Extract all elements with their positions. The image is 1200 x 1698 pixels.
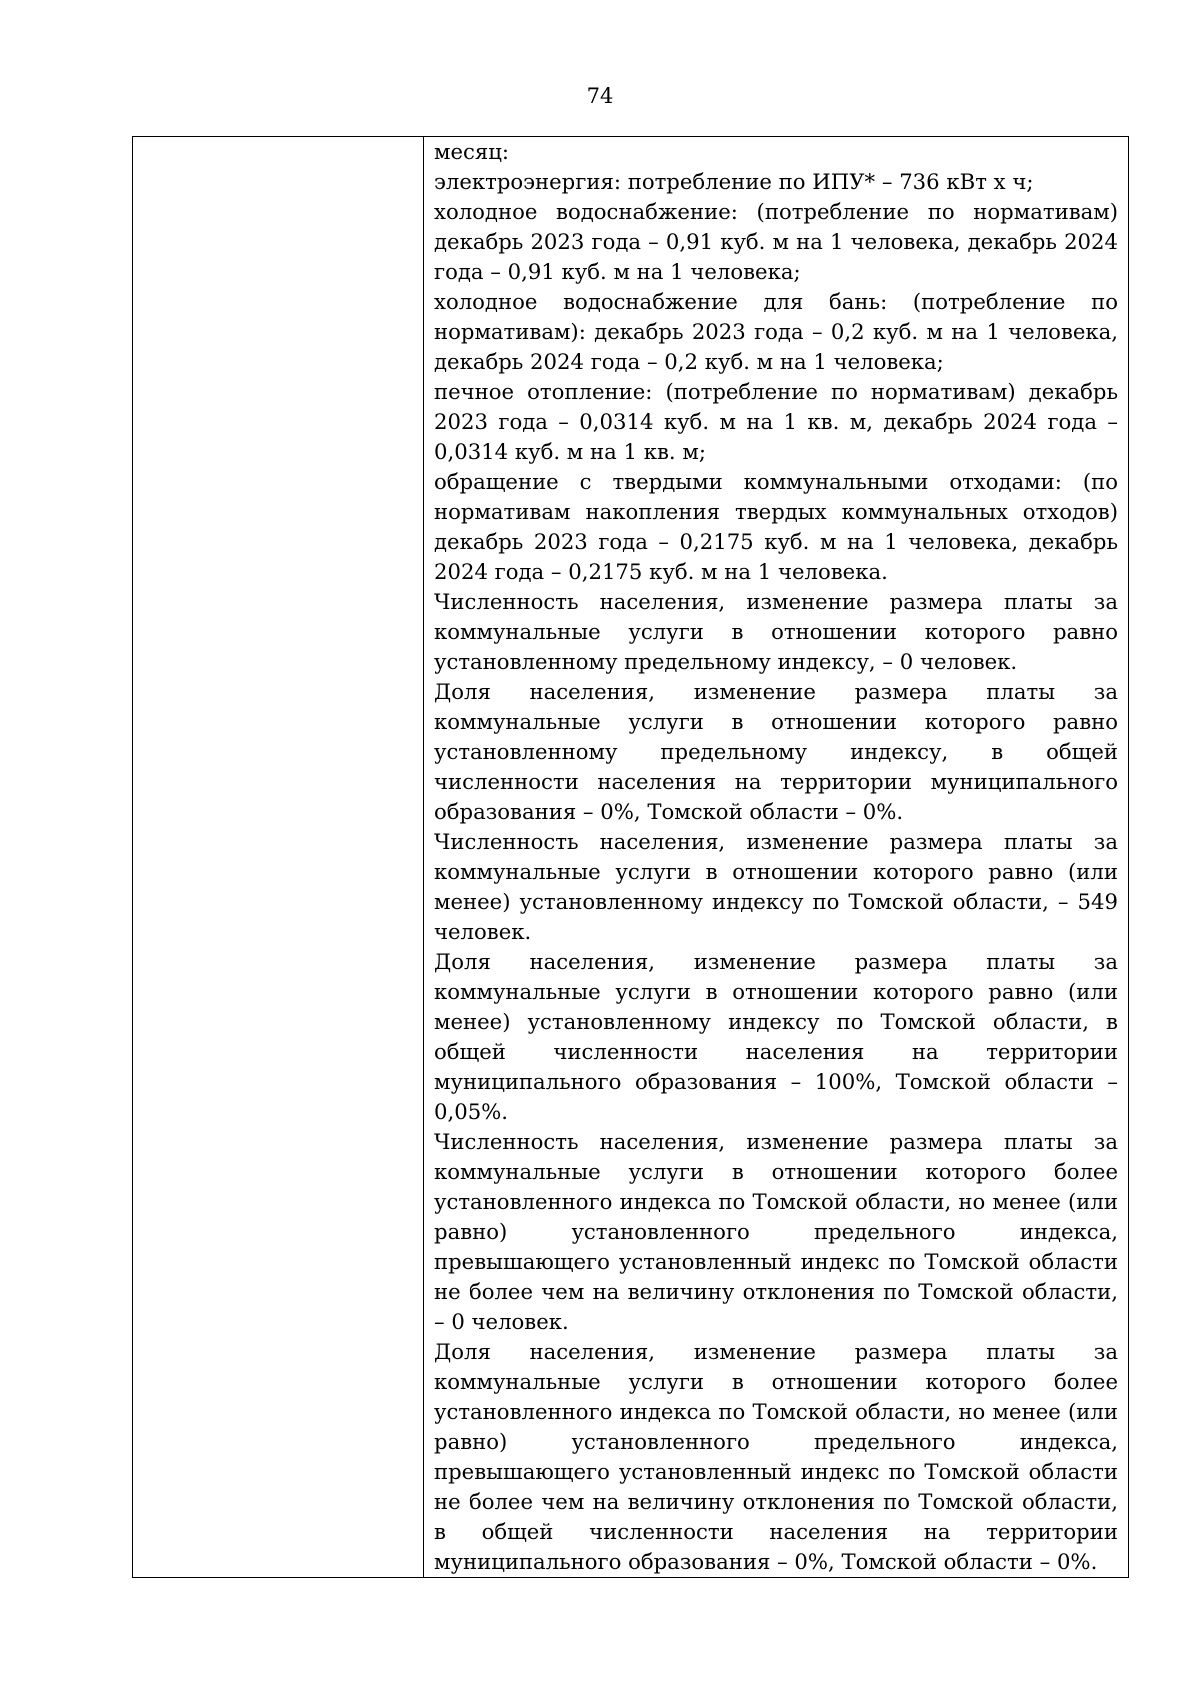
page-number: 74 bbox=[586, 84, 614, 108]
paragraph-cold-water-baths: холодное водоснабжение для бань: (потребление по нормативам): декабрь 2023 года – 0,2 куб. м на 1 человека, декабрь 2024 года – 0,2 куб. м на 1 человека; bbox=[434, 289, 1118, 374]
table-cell-left bbox=[133, 137, 424, 1578]
paragraph-population-equal-limit: Численность населения, изменение размера платы за коммунальные услуги в отношении которого равно установленному предельному индексу, – 0 человек. bbox=[434, 589, 1118, 674]
paragraph-share-equal-limit: Доля населения, изменение размера платы за коммунальные услуги в отношении которого равно установленному предельному индексу, в общей численности населения на территории муниципального образования – 0%, Томской области – 0%. bbox=[434, 679, 1118, 824]
paragraph-share-below-index: Доля населения, изменение размера платы за коммунальные услуги в отношении которого равно (или менее) установленному индексу по Томской области, в общей численности населения на территории муниципального образования – 100%, Томской области – 0,05%. bbox=[434, 949, 1118, 1124]
document-table bbox=[132, 136, 1129, 1578]
paragraph-solid-waste: обращение с твердыми коммунальными отходами: (по нормативам накопления твердых коммунальных отходов) декабрь 2023 года – 0,2175 куб. м на 1 человека, декабрь 2024 года – 0,2175 куб. м на 1 человека. bbox=[434, 469, 1118, 584]
paragraph-stove-heating: печное отопление: (потребление по нормативам) декабрь 2023 года – 0,0314 куб. м на 1 кв. м, декабрь 2024 года – 0,0314 куб. м на 1 кв. м; bbox=[434, 379, 1118, 464]
paragraph-month: месяц: bbox=[434, 139, 510, 164]
paragraph-cold-water: холодное водоснабжение: (потребление по нормативам) декабрь 2023 года – 0,91 куб. м на 1 человека, декабрь 2024 года – 0,91 куб. м на 1 человека; bbox=[434, 199, 1118, 284]
table-cell-right bbox=[424, 137, 1129, 1578]
cell-text-block bbox=[424, 137, 1128, 1577]
paragraph-share-above-index: Доля населения, изменение размера платы за коммунальные услуги в отношении которого более установленного индекса по Томской области, но менее (или равно) установленного предельного индекса, превышающего установленный индекс по Томской области не более чем на величину отклонения по Томской области, в общей численности населения на территории муниципального образования – 0%, Томской области – 0%. bbox=[434, 1339, 1118, 1574]
paragraph-population-above-index: Численность населения, изменение размера платы за коммунальные услуги в отношении которого более установленного индекса по Томской области, но менее (или равно) установленного предельного индекса, превышающего установленный индекс по Томской области не более чем на величину отклонения по Томской области, – 0 человек. bbox=[434, 1129, 1118, 1334]
paragraph-electricity: электроэнергия: потребление по ИПУ* – 736 кВт х ч; bbox=[434, 169, 1034, 194]
paragraph-population-below-index: Численность населения, изменение размера платы за коммунальные услуги в отношении которого равно (или менее) установленному индексу по Томской области, – 549 человек. bbox=[434, 829, 1118, 944]
table-row bbox=[133, 137, 1129, 1578]
